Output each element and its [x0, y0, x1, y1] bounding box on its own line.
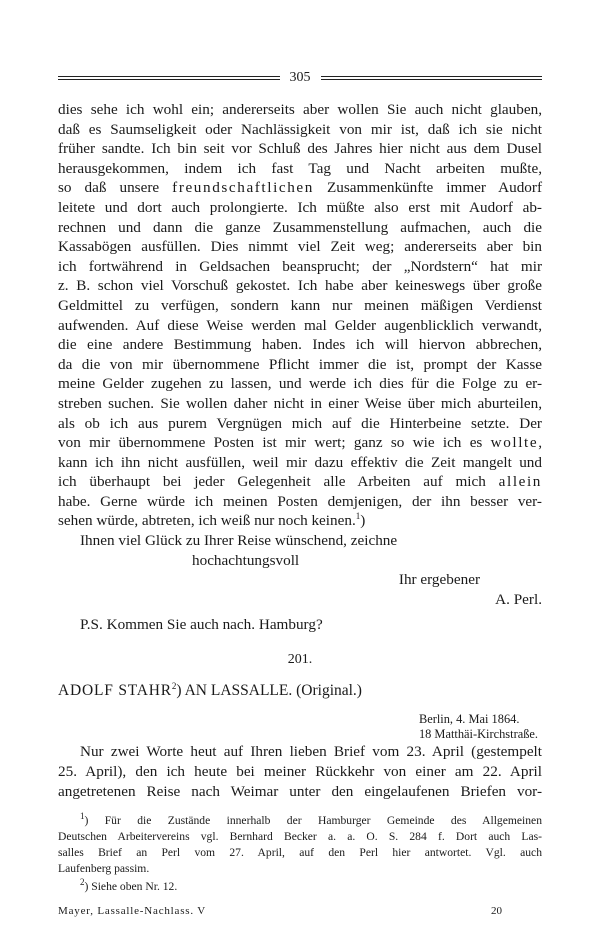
letter-perl-body	[58, 100, 542, 635]
emphasized-word: freundschaftlichen	[172, 179, 314, 197]
text-line: herausgekommen, indem ich fast Tag und Nacht arbeiten mußte,	[58, 159, 542, 177]
text-line: angetretenen Reise nach Weimar unter den eingelaufenen Briefen vor-	[58, 783, 542, 800]
footnote-1	[58, 813, 542, 877]
text-line	[58, 178, 542, 198]
emphasized-word: allein	[498, 473, 542, 491]
text-line: als ob ich aus purem Vergnügen mich auf die Hinterbeine setzte. Der	[58, 414, 542, 432]
signature: A. Perl.	[495, 590, 542, 608]
text-run: so daß unsere	[58, 179, 160, 197]
text-line: kann ich ihn nicht ausfüllen, weil mir dazu effektiv die Zeit mangelt und	[58, 453, 542, 471]
text-line: Nur zwei Worte heut auf Ihren lieben Brief vom 23. April (gestempelt	[80, 743, 542, 760]
closing-line: Ihnen viel Glück zu Ihrer Reise wünschend, zeichne	[80, 532, 398, 550]
text-line: daß es Saumseligkeit oder Nachlässigkeit von mir ist, daß ich sie nicht	[58, 120, 542, 138]
letter-stahr-body	[58, 742, 542, 802]
text-line: Deutschen Arbeitervereins vgl. Bernhard Becker a. a. O. S. 284 f. Dort auch Las-	[58, 830, 542, 843]
text-line	[58, 433, 542, 453]
text-line: Kassabögen ausfüllen. Dies nimmt viel Zeit weg; andererseits aber bin	[58, 238, 542, 256]
dateline	[419, 712, 538, 742]
header-rule-left	[58, 76, 280, 80]
text-line	[58, 813, 542, 829]
text-run: ,	[538, 434, 542, 452]
date: Berlin, 4. Mai 1864.	[418, 712, 520, 726]
text-run: sehen würde, abtreten, ich weiß nur noch keinen.	[58, 512, 356, 530]
page-header	[58, 70, 542, 86]
postscript: P.S. Kommen Sie auch nach. Hamburg?	[80, 616, 323, 634]
text-line: die eine andere Bestimmung haben. Indes ich will hiervon abbrechen,	[58, 336, 542, 354]
text-line: leitete und dort auch prolongierte. Ich müßte also erst mit Audorf ab-	[58, 198, 542, 216]
footnote-marker: 2	[80, 877, 85, 888]
footnote-marker: 2	[171, 680, 177, 691]
text-line: da die von mir übernommene Pflicht immer die ist, prompt der Kasse	[58, 355, 542, 373]
page-footer	[58, 905, 542, 917]
page-number: 305	[289, 70, 311, 85]
text-run: ich überhaupt bei jeder Gelegenheit alle Arbeiten auf mich	[58, 473, 486, 491]
heading-author: ADOLF STAHR	[58, 682, 172, 699]
text-line: ich fortwährend in Geldsachen beansprucht; der „Nordstern“ hat mir	[58, 257, 542, 275]
text-run: ) Für die Zustände innerhalb der Hamburger Gemeinde des Allgemeinen	[84, 814, 542, 827]
text-line: z. B. schon viel Vorschuß gekostet. Ich habe aber keineswegs über große	[58, 277, 542, 295]
regards: Ihr ergebener	[398, 571, 480, 589]
text-line: Geldmittel zu verfügen, sondern kann nur meinen mäßigen Verdienst	[58, 296, 542, 314]
footnote-marker: 1	[80, 811, 85, 822]
text-line: meine Gelder zugehen zu lassen, und werde ich dies für die Folge zu er-	[58, 375, 542, 393]
letter-heading	[58, 682, 362, 700]
header-rule-right	[321, 76, 543, 80]
letter-number: 201.	[287, 652, 313, 667]
emphasized-word: wollte	[490, 434, 539, 452]
heading-rest: ) AN LASSALLE. (Original.)	[176, 682, 362, 699]
text-line: sehen würde, abtreten, ich weiß nur noch keinen.$^1$)	[58, 511, 366, 530]
footnotes	[58, 813, 542, 895]
text-line: habe. Gerne würde ich meinen Posten demjenigen, der ihn besser ver-	[58, 492, 542, 510]
text-line	[58, 879, 542, 895]
salutation: hochachtungsvoll	[192, 551, 300, 569]
text-line: rechnen und dann die ganze Zusammenstellung aufmachen, auch die	[58, 218, 542, 236]
printer-signature: Mayer, Lassalle-Nachlass. V	[58, 905, 207, 917]
sheet-number: 20	[491, 905, 502, 917]
text-line: salles Brief an Perl vom 27. April, auf den Perl hier antwortet. Vgl. auch	[58, 846, 542, 859]
text-line: Laufenberg passim.	[58, 862, 150, 875]
text-line: dies sehe ich wohl ein; andererseits aber wollen Sie auch nicht glauben,	[58, 101, 542, 118]
text-line: aufwenden. Auf diese Weise werden mal Gelder augenblicklich verwandt,	[58, 316, 542, 334]
text-line	[58, 472, 542, 492]
address: 18 Matthäi-Kirchstraße.	[418, 727, 538, 741]
footnote-2	[58, 879, 542, 895]
text-line: früher sandte. Ich bin seit vor Schluß des Jahres hier nicht aus dem Dusel	[58, 140, 542, 158]
text-run: von mir übernommene Posten ist mir wert; ganz so wie ich es	[58, 434, 483, 452]
text-run: ) Siehe oben Nr. 12.	[84, 880, 178, 893]
text-line: streben suchen. Sie wollen daher nicht in einer Weise über mich aburteilen,	[58, 394, 542, 412]
text-line: 25. April), den ich heute bei meiner Rückkehr von einer am 22. April	[58, 763, 542, 780]
footnote-marker: 1	[355, 511, 361, 522]
text-run: Zusammenkünfte immer Audorf	[327, 179, 543, 197]
